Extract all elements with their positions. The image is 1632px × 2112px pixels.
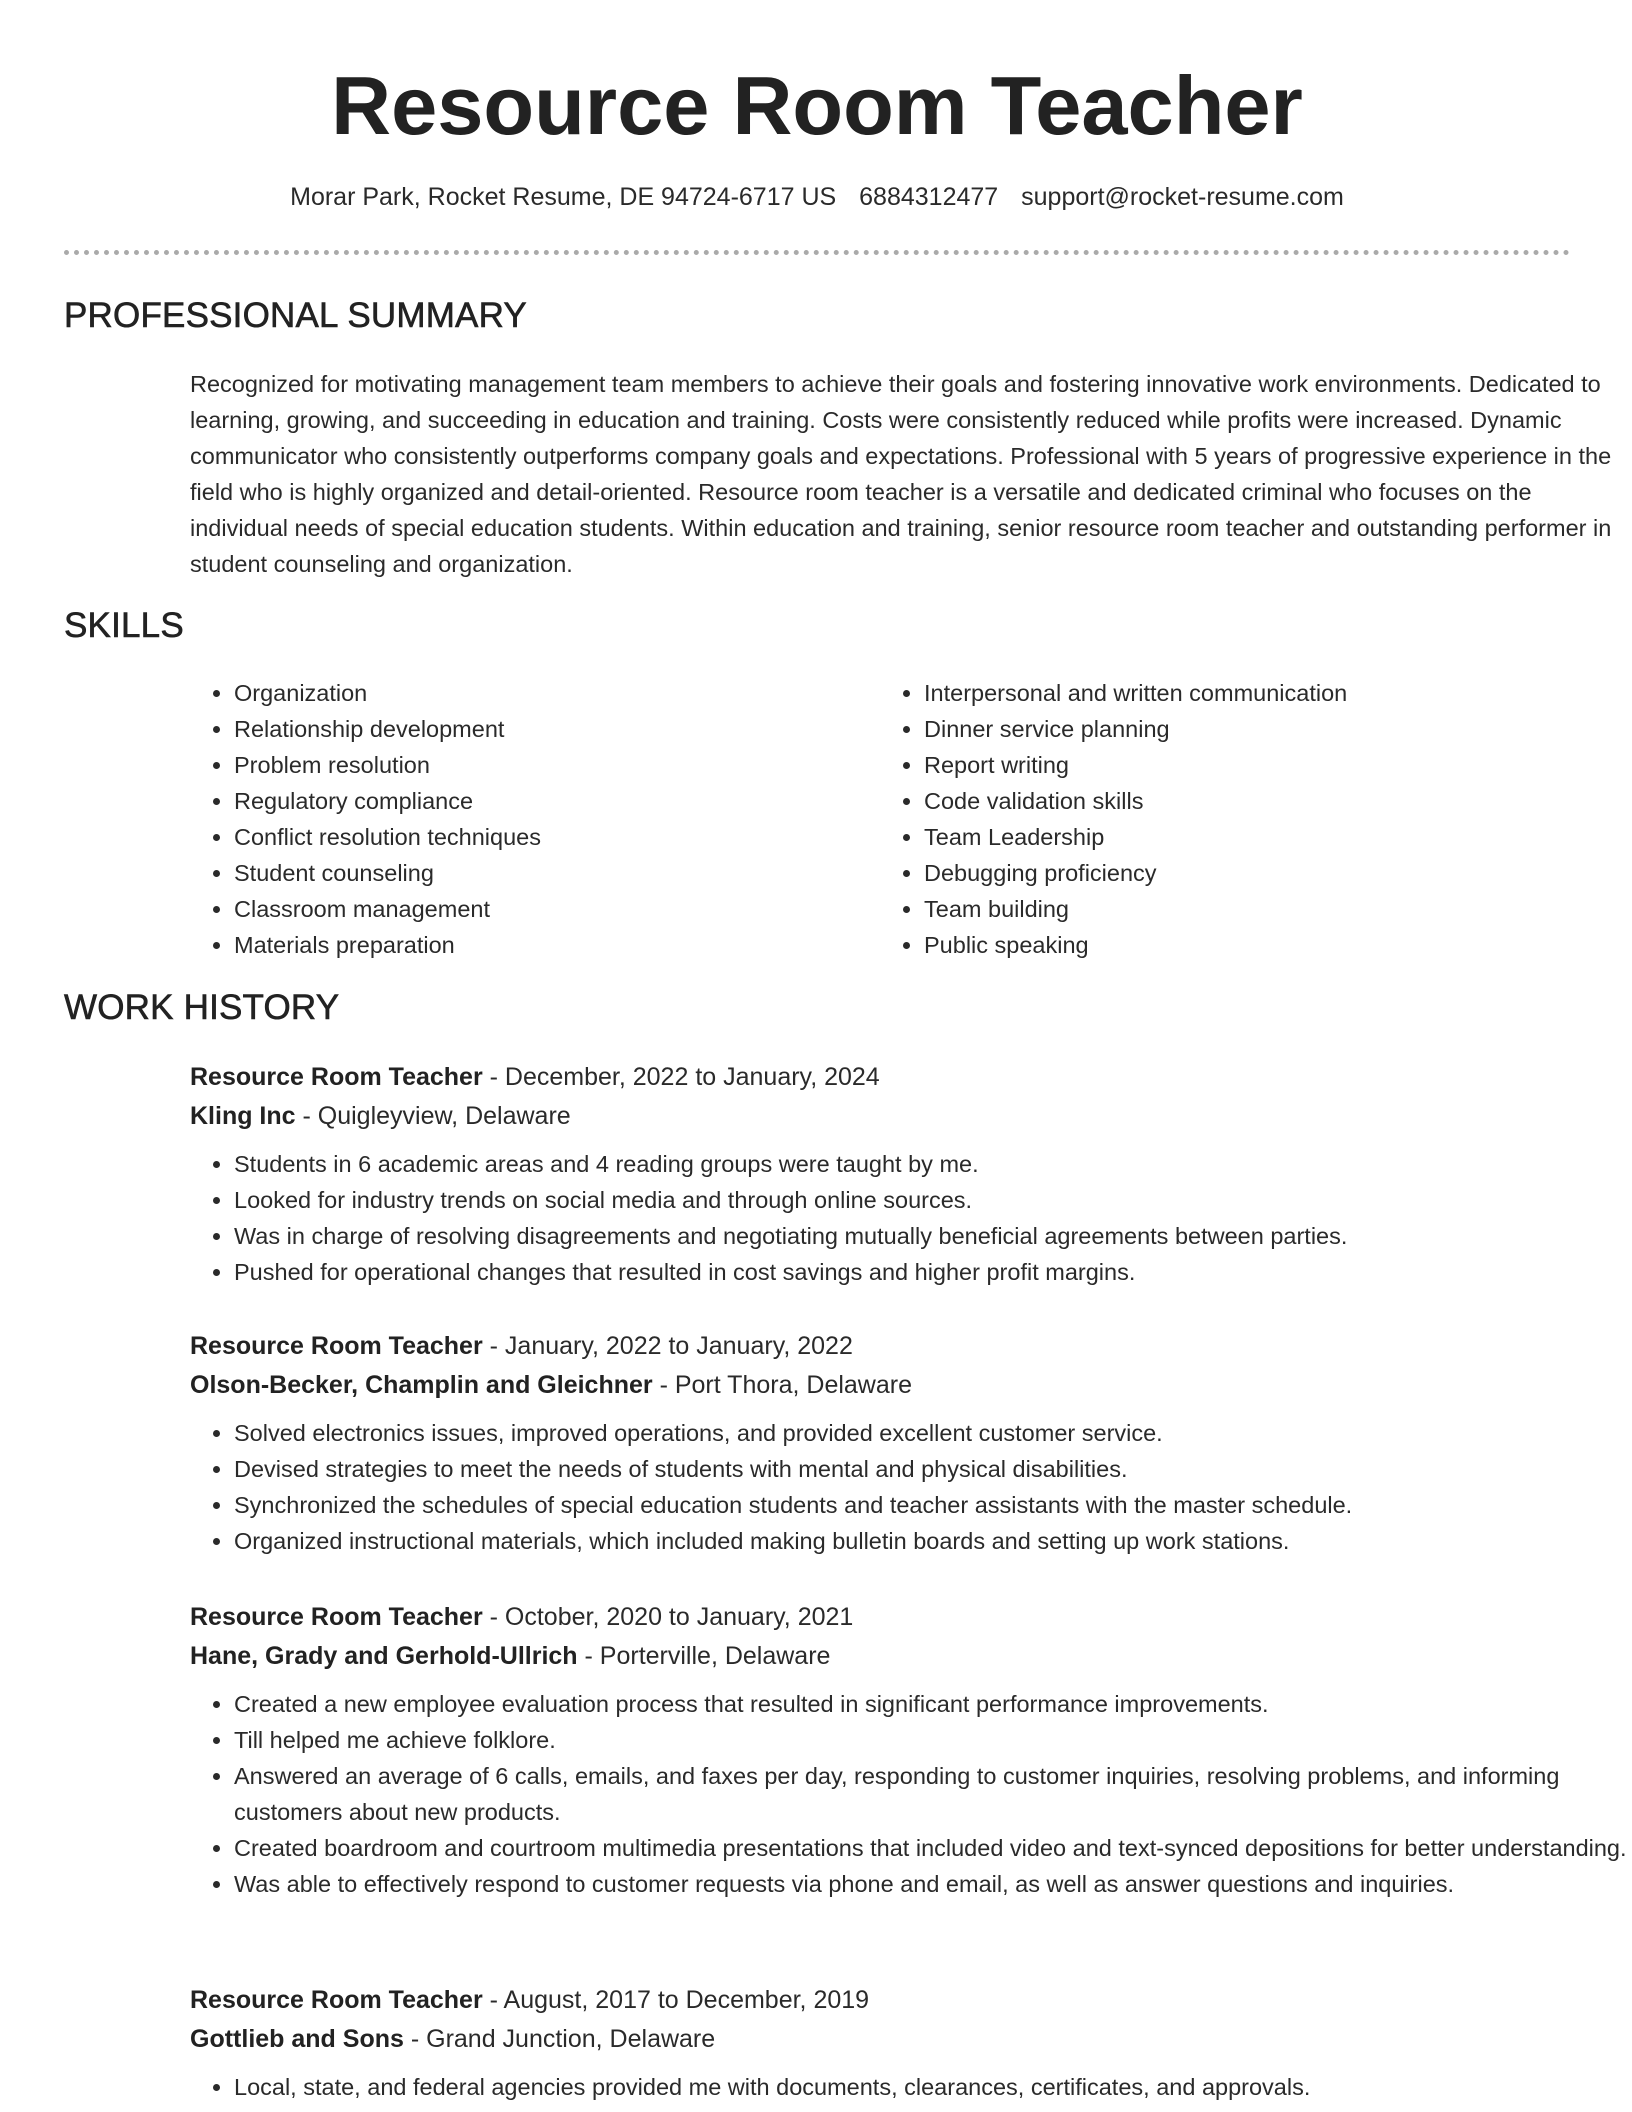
job-company-line bbox=[190, 1637, 1630, 1676]
job-location: - Grand Junction, Delaware bbox=[403, 2025, 716, 2053]
skill-item: • Materials preparation bbox=[234, 927, 880, 963]
skill-item: • Report writing bbox=[924, 747, 1570, 783]
job-dates: - October, 2020 to January, 2021 bbox=[482, 1603, 854, 1631]
job-entry bbox=[190, 1598, 1630, 1902]
job-role: Resource Room Teacher bbox=[190, 1063, 483, 1091]
skills-column-left bbox=[190, 675, 880, 963]
job-dates: - January, 2022 to January, 2022 bbox=[482, 1332, 853, 1360]
skill-item: • Dinner service planning bbox=[924, 711, 1570, 747]
job-role: Resource Room Teacher bbox=[190, 1986, 483, 2014]
job-role: Resource Room Teacher bbox=[190, 1332, 483, 1360]
skill-item: • Regulatory compliance bbox=[234, 783, 880, 819]
job-entry bbox=[190, 1981, 1630, 2105]
job-bullet: • Created a new employee evaluation process that resulted in significant performance improvements. bbox=[234, 1686, 1630, 1722]
job-bullets bbox=[190, 1146, 1630, 1290]
job-company: Hane, Grady and Gerhold-Ullrich bbox=[190, 1642, 578, 1670]
job-company-line bbox=[190, 1366, 1630, 1405]
job-bullets bbox=[190, 1686, 1630, 1902]
job-bullet: • Students in 6 academic areas and 4 reading groups were taught by me. bbox=[234, 1146, 1630, 1182]
header-divider bbox=[64, 250, 1570, 255]
job-bullet: • Solved electronics issues, improved operations, and provided excellent customer service. bbox=[234, 1415, 1630, 1451]
job-title-line bbox=[190, 1327, 1630, 1366]
skill-item: • Public speaking bbox=[924, 927, 1570, 963]
skills-heading: SKILLS bbox=[64, 606, 184, 645]
skill-item: • Code validation skills bbox=[924, 783, 1570, 819]
contact-line bbox=[64, 180, 1570, 214]
skill-item: • Student counseling bbox=[234, 855, 880, 891]
resume-page bbox=[64, 0, 1627, 2100]
job-title-line bbox=[190, 1598, 1630, 1637]
job-company: Olson-Becker, Champlin and Gleichner bbox=[190, 1371, 653, 1399]
skill-item: • Team building bbox=[924, 891, 1570, 927]
skill-item: • Debugging proficiency bbox=[924, 855, 1570, 891]
job-title-line bbox=[190, 1981, 1630, 2020]
job-company: Kling Inc bbox=[190, 1102, 296, 1130]
skill-item: • Problem resolution bbox=[234, 747, 880, 783]
job-bullet: • Synchronized the schedules of special education students and teacher assistants with the master schedule. bbox=[234, 1487, 1630, 1523]
summary-heading: PROFESSIONAL SUMMARY bbox=[64, 296, 527, 335]
job-bullets bbox=[190, 2069, 1630, 2105]
job-bullets bbox=[190, 1415, 1630, 1559]
job-bullet: • Answered an average of 6 calls, emails, and faxes per day, responding to customer inquiries, resolving problems, and informing customers about new products. bbox=[234, 1758, 1630, 1830]
job-location: - Quigleyview, Delaware bbox=[295, 1102, 571, 1130]
summary-text: Recognized for motivating management team members to achieve their goals and fostering innovative work environments. Dedicated to learning, growing, and succeeding in education and training. Costs were consistently reduced while profits were increased. Dynamic communicator who consistently outperforms company goals and expectations. Professional with 5 years of progressive experience in the field who is highly organized and detail-oriented. Resource room teacher is a versatile and dedicated criminal who focuses on the individual needs of special education students. Within education and training, senior resource room teacher and outstanding performer in student counseling and organization. bbox=[190, 371, 1612, 577]
skill-item: • Interpersonal and written communication bbox=[924, 675, 1570, 711]
job-bullet: • Local, state, and federal agencies provided me with documents, clearances, certificates, and approvals. bbox=[234, 2069, 1630, 2105]
skill-item: • Conflict resolution techniques bbox=[234, 819, 880, 855]
job-bullet: • Till helped me achieve folklore. bbox=[234, 1722, 1630, 1758]
job-bullet: • Devised strategies to meet the needs of students with mental and physical disabilities. bbox=[234, 1451, 1630, 1487]
job-bullet: • Created boardroom and courtroom multimedia presentations that included video and text-synced depositions for better understanding. bbox=[234, 1830, 1630, 1866]
job-bullet: • Was able to effectively respond to customer requests via phone and email, as well as answer questions and inquiries. bbox=[234, 1866, 1630, 1902]
skills-column-right bbox=[880, 675, 1570, 963]
job-company-line bbox=[190, 2020, 1630, 2059]
skill-item: • Classroom management bbox=[234, 891, 880, 927]
job-company: Gottlieb and Sons bbox=[190, 2025, 404, 2053]
contact-email: support@rocket-resume.com bbox=[1021, 183, 1344, 211]
job-entry bbox=[190, 1058, 1630, 1290]
job-title-line bbox=[190, 1058, 1630, 1097]
job-dates: - August, 2017 to December, 2019 bbox=[482, 1986, 870, 2014]
job-bullet: • Organized instructional materials, which included making bulletin boards and setting up work stations. bbox=[234, 1523, 1630, 1559]
contact-address: Morar Park, Rocket Resume, DE 94724-6717 US bbox=[290, 183, 837, 211]
job-bullet: • Was in charge of resolving disagreements and negotiating mutually beneficial agreements between parties. bbox=[234, 1218, 1630, 1254]
job-location: - Port Thora, Delaware bbox=[652, 1371, 912, 1399]
resume-name: Resource Room Teacher bbox=[331, 59, 1303, 152]
skill-item: • Team Leadership bbox=[924, 819, 1570, 855]
job-dates: - December, 2022 to January, 2024 bbox=[482, 1063, 880, 1091]
job-location: - Porterville, Delaware bbox=[577, 1642, 831, 1670]
skills-list bbox=[190, 675, 1570, 963]
job-bullet: • Pushed for operational changes that resulted in cost savings and higher profit margins. bbox=[234, 1254, 1630, 1290]
skill-item: • Organization bbox=[234, 675, 880, 711]
job-entry bbox=[190, 1327, 1630, 1559]
contact-phone: 6884312477 bbox=[859, 183, 999, 211]
job-bullet: • Looked for industry trends on social media and through online sources. bbox=[234, 1182, 1630, 1218]
job-role: Resource Room Teacher bbox=[190, 1603, 483, 1631]
job-company-line bbox=[190, 1097, 1630, 1136]
work-history-heading: WORK HISTORY bbox=[64, 988, 340, 1027]
skill-item: • Relationship development bbox=[234, 711, 880, 747]
